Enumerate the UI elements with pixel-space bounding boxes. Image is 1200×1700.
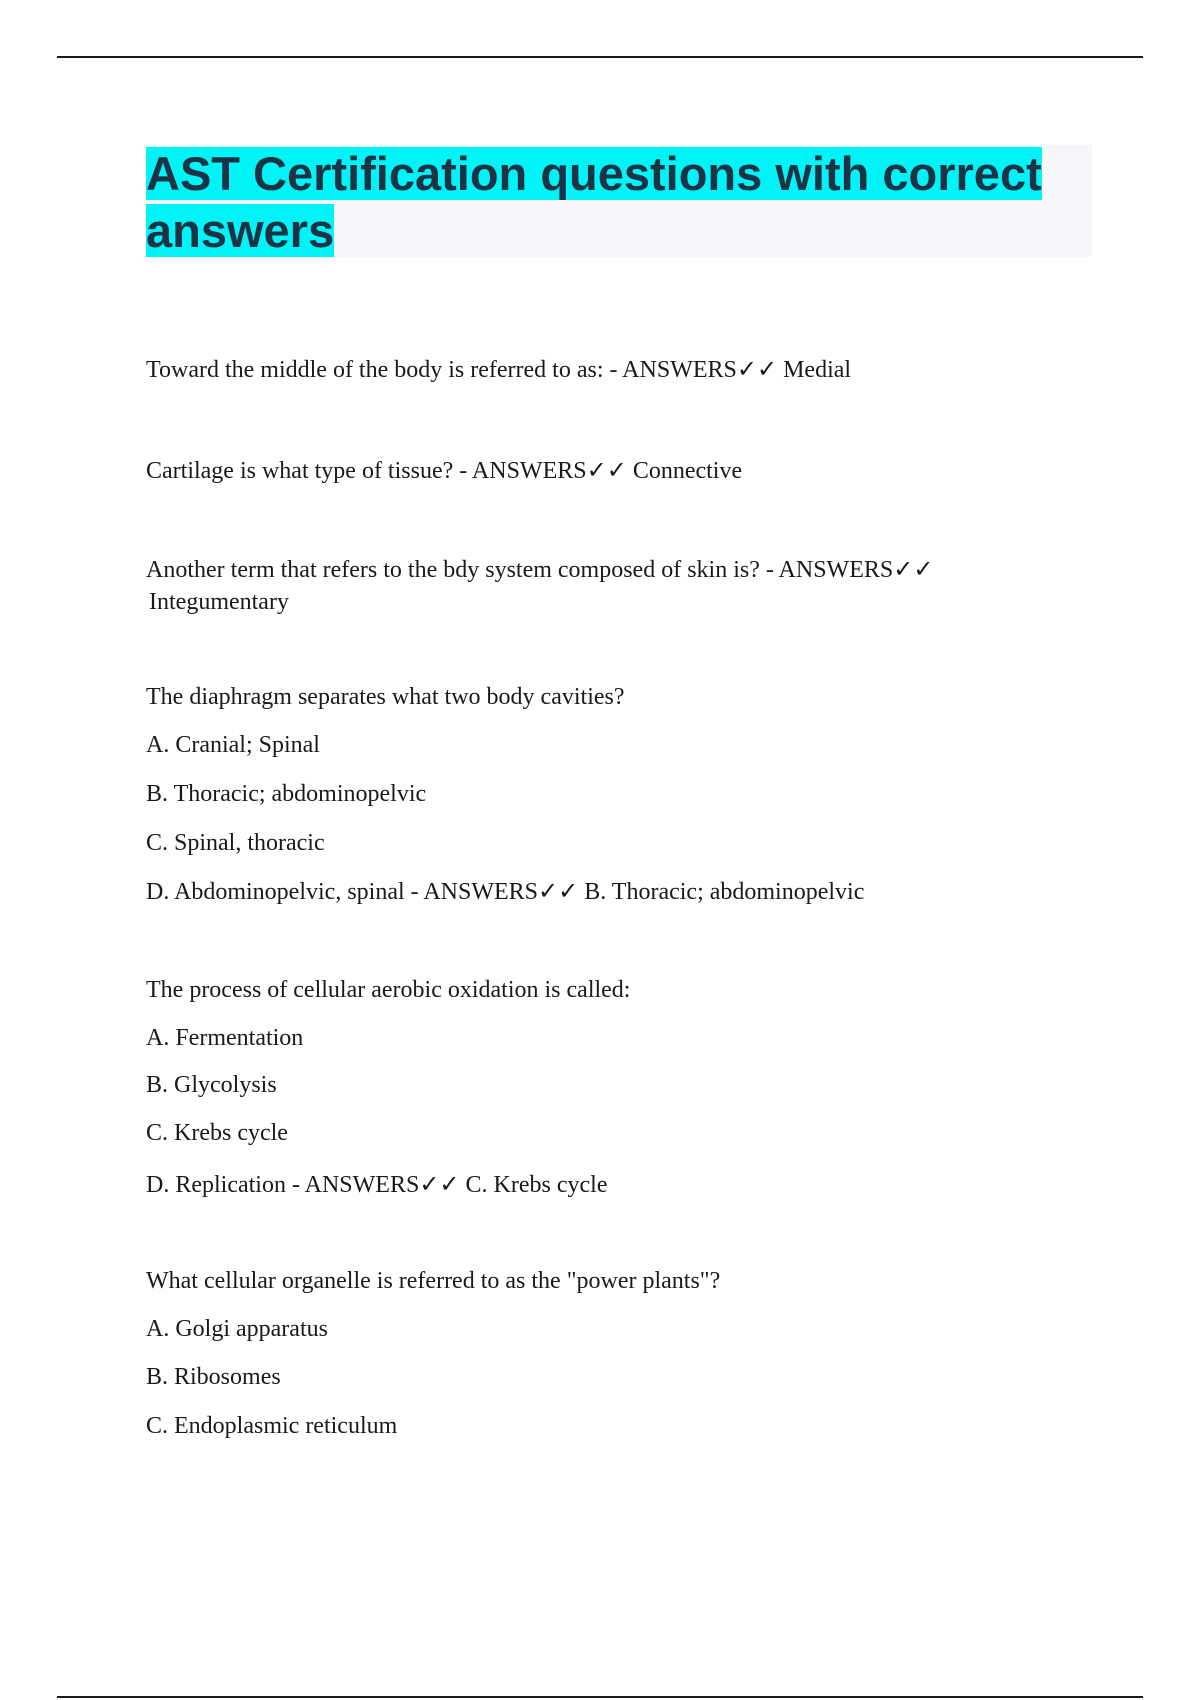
option-d-answer: D. Abdominopelvic, spinal - ANSWERS✓✓ B. Thoracic; abdominopelvic: [146, 879, 865, 905]
top-rule: [57, 56, 1143, 58]
option-a: A. Cranial; Spinal: [146, 732, 320, 758]
question-skin-system: Another term that refers to the bdy system composed of skin is? - ANSWERS✓✓: [146, 557, 934, 583]
option-b: B. Glycolysis: [146, 1072, 277, 1098]
option-b: B. Ribosomes: [146, 1364, 281, 1390]
option-d-answer: D. Replication - ANSWERS✓✓ C. Krebs cycle: [146, 1172, 608, 1198]
question-cartilage: Cartilage is what type of tissue? - ANSWERS✓✓ Connective: [146, 458, 743, 484]
question-diaphragm: The diaphragm separates what two body cavities?: [146, 684, 625, 710]
title-line-1: AST Certification questions with correct: [146, 147, 1042, 200]
option-c: C. Krebs cycle: [146, 1120, 288, 1146]
option-c: C. Endoplasmic reticulum: [146, 1413, 398, 1439]
option-a: A. Fermentation: [146, 1025, 304, 1051]
answer-integumentary: Integumentary: [149, 589, 289, 615]
bottom-rule: [57, 1696, 1143, 1698]
option-c: C. Spinal, thoracic: [146, 830, 325, 856]
option-a: A. Golgi apparatus: [146, 1316, 328, 1342]
option-b: B. Thoracic; abdominopelvic: [146, 781, 427, 807]
page-title: [146, 145, 1086, 259]
title-line-2: answers: [146, 204, 335, 257]
question-medial: Toward the middle of the body is referred to as: - ANSWERS✓✓ Medial: [146, 357, 852, 383]
question-power-plants: What cellular organelle is referred to as the "power plants"?: [146, 1268, 721, 1294]
question-aerobic-oxidation: The process of cellular aerobic oxidation is called:: [146, 977, 631, 1003]
